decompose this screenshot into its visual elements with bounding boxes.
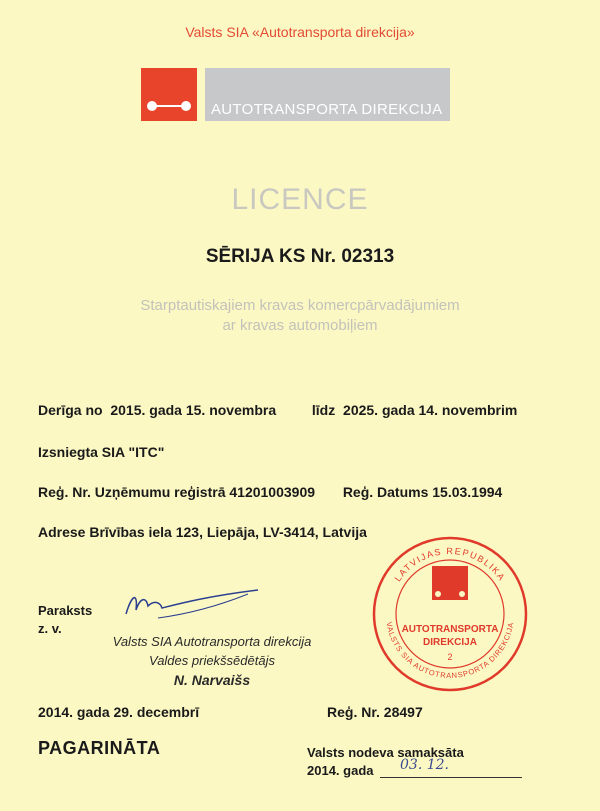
company-reg-date: Reģ. Datums 15.03.1994 [342,484,503,500]
signatory-position: Valdes priekšsēdētājs [149,653,275,668]
fee-paid-label: Valsts nodeva samaksāta [307,745,464,760]
company-reg-number: Reģ. Nr. Uzņēmumu reģistrā 41201003909 [38,484,316,500]
subtitle-line-2: ar kravas automobiļiem [222,317,378,334]
official-stamp [370,534,530,694]
issue-reg-number: Reģ. Nr. 28497 [327,704,423,720]
truck-logo-icon [141,68,197,121]
fee-date-line [380,777,522,778]
validity-until-label: līdz [311,402,336,418]
handwritten-signature [118,584,268,624]
document-title: LICENCE [231,183,369,216]
license-subtitle [0,296,600,336]
signature-label-1: Paraksts [38,603,93,618]
signatory-organisation: Valsts SIA Autotransporta direkcija [112,634,312,649]
signature-label [38,602,92,638]
validity-label: Derīga no [38,402,103,418]
validity-row [38,402,517,418]
signature-label-2: z. v. [38,621,62,636]
validity-from: 2015. gada 15. novembra [110,402,277,418]
issued-to: Izsniegta SIA "ITC" [38,444,165,460]
issuer-name: Valsts SIA «Autotransporta direkcija» [185,24,415,40]
issue-date: 2014. gada 29. decembrī [38,704,200,720]
stamp-number: 2 [447,652,453,662]
registration-row [38,484,502,500]
logo-mark [141,68,197,121]
address: Adrese Brīvības iela 123, Liepāja, LV-3414, Latvija [38,524,367,540]
signatory-name: N. Narvaišs [173,672,251,688]
validity-until: 2025. gada 14. novembrim [343,402,518,418]
stamp-ring-bottom: VALSTS SIA AUTOTRANSPORTA DIREKCIJA [384,621,516,681]
stamp-center-line-2: DIREKCIJA [423,637,477,648]
series-number: SĒRIJA KS Nr. 02313 [205,246,395,267]
fee-year: 2014. gada [307,763,374,778]
logo-text: AUTOTRANSPORTA DIREKCIJA [211,101,443,118]
extended-label: PAGARINĀTA [38,738,161,758]
fee-handwritten-date: 03. 12. [400,757,449,773]
stamp-center-line-1: AUTOTRANSPORTA [401,624,499,635]
subtitle-line-1: Starptautiskajiem kravas komercpārvadājumiem [140,297,460,314]
stamp-ring-top: LATVIJAS REPUBLIKA [392,545,508,584]
